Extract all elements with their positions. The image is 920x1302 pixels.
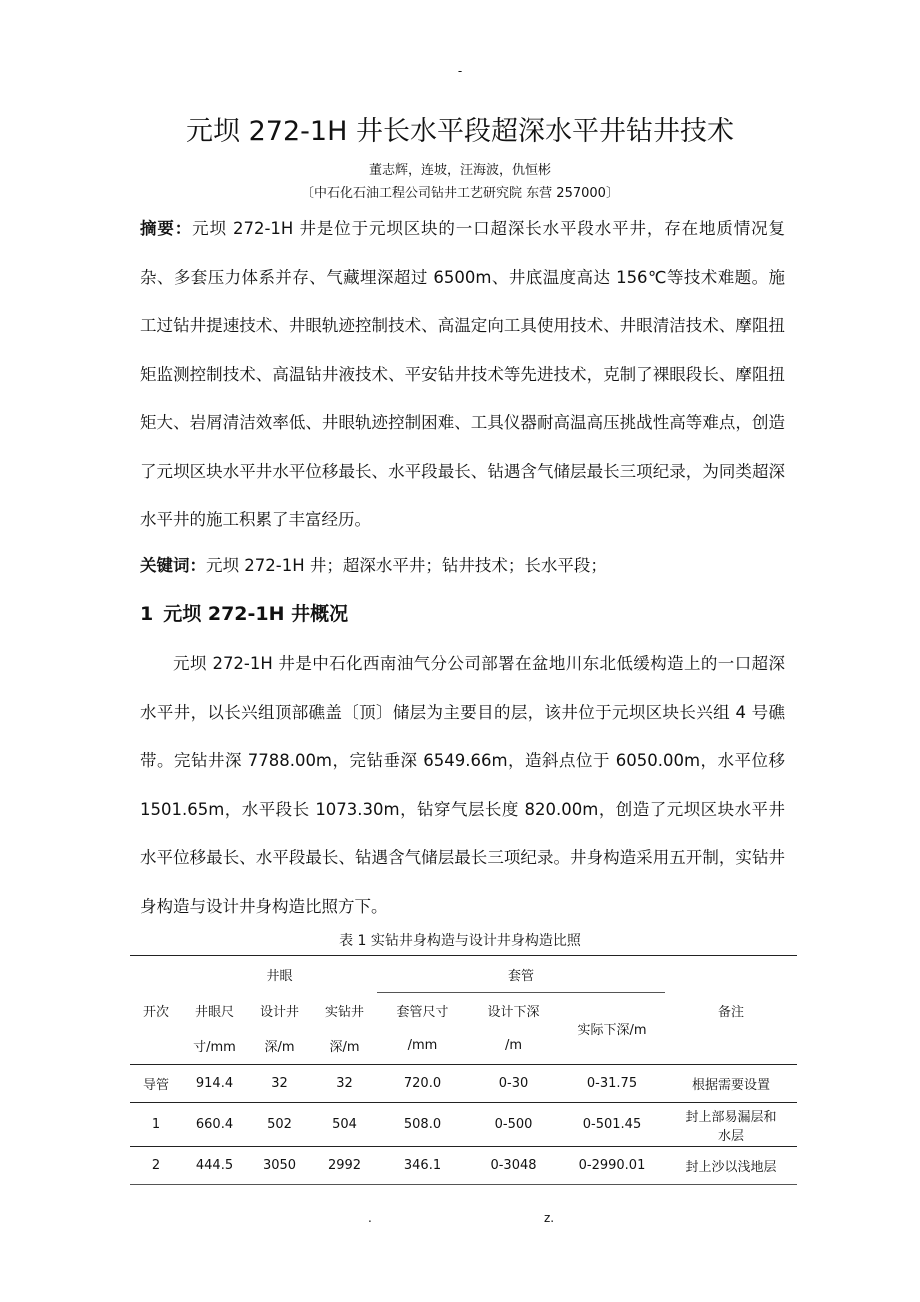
cell-actual-depth: 2992 — [312, 1147, 377, 1185]
cell-actual-setting: 0-31.75 — [559, 1065, 665, 1103]
keywords — [140, 542, 785, 590]
header-actual-depth: 实钻井 — [324, 1004, 364, 1020]
paper-title: 元坝 272-1H 井长水平段超深水平井钻井技术 — [186, 116, 734, 147]
cell-remark — [665, 1103, 797, 1147]
table-row — [130, 1103, 797, 1147]
keywords-label: 关键词： — [140, 556, 206, 575]
section-title: 元坝 272-1H 井概况 — [163, 603, 349, 625]
section-number: 1 — [140, 603, 154, 625]
cell-design-setting: 0-500 — [468, 1103, 559, 1147]
header-group-hole: 井眼 — [182, 956, 377, 993]
section-heading — [140, 597, 348, 631]
cell-casing-size: 346.1 — [377, 1147, 468, 1185]
cell-actual-setting: 0-2990.01 — [559, 1147, 665, 1185]
cell-actual-depth: 504 — [312, 1103, 377, 1147]
authors: 董志辉，连坡，汪海波，仇恒彬 — [368, 163, 551, 178]
cell-design-depth: 502 — [247, 1103, 312, 1147]
abstract-label: 摘要： — [140, 219, 193, 238]
cell-design-setting: 0-3048 — [468, 1147, 559, 1185]
table-row — [130, 1065, 797, 1103]
cell-hole-size: 444.5 — [182, 1147, 247, 1185]
header-design-setting-unit: /m — [504, 1038, 523, 1054]
cell-casing-size: 720.0 — [377, 1065, 468, 1103]
cell-remark: 根据需要设置 — [665, 1065, 797, 1103]
header-hole-size-unit: 寸/mm — [193, 1040, 236, 1056]
cell-spud: 导管 — [130, 1065, 182, 1103]
cell-hole-size: 660.4 — [182, 1103, 247, 1147]
keywords-text: 元坝 272-1H 井；超深水平井；钻井技术；长水平段； — [206, 556, 607, 575]
affiliation: 〔中石化石油工程公司钻井工艺研究院 东营 257000〕 — [301, 186, 619, 201]
header-actual-setting: 实际下深/m — [577, 1023, 647, 1038]
table-row — [130, 1147, 797, 1185]
header-casing-size: 套管尺寸 — [396, 1004, 449, 1020]
footer-mark-left: . — [368, 1211, 372, 1225]
cell-remark: 封上沙以浅地层 — [665, 1147, 797, 1185]
header-spud: 开次 — [130, 956, 182, 1065]
cell-design-depth: 3050 — [247, 1147, 312, 1185]
casing-table — [130, 955, 797, 1185]
header-remark: 备注 — [665, 956, 797, 1065]
cell-casing-size: 508.0 — [377, 1103, 468, 1147]
header-design-depth: 设计井 — [259, 1004, 299, 1020]
section-paragraph: 元坝 272-1H 井是中石化西南油气分公司部署在盆地川东北低缓构造上的一口超深水平井，以长兴组顶部礁盖〔顶〕储层为主要目的层，该井位于元坝区块长兴组 4 号礁带。完钻井深 7788.00m，完钻垂深 6549.66m，造斜点位于 6050.00m，水平位移 1501.65m，水平段长 1073.30m，钻穿气层长度 820.00m，创造了元坝区块水平井水平位移最长、水平段最长、钻遇含气储层最长三项纪录。井身构造采用五开制，实钻井身构造与设计井身构造比照方下。 — [140, 654, 785, 916]
footer-mark-right: z. — [544, 1211, 555, 1225]
header-group-casing: 套管 — [377, 956, 665, 993]
header-casing-size-unit: /mm — [407, 1038, 438, 1054]
cell-actual-setting: 0-501.45 — [559, 1103, 665, 1147]
abstract — [140, 205, 785, 545]
cell-design-depth: 32 — [247, 1065, 312, 1103]
cell-spud: 2 — [130, 1147, 182, 1185]
cell-remark-line-2: 水层 — [717, 1128, 744, 1144]
header-mark: - — [457, 64, 463, 78]
cell-actual-depth: 32 — [312, 1065, 377, 1103]
table-caption: 表 1 实钻井身构造与设计井身构造比照 — [339, 933, 581, 949]
header-actual-depth-unit: 深/m — [329, 1040, 360, 1056]
header-hole-size: 井眼尺 — [194, 1004, 234, 1020]
abstract-text: 元坝 272-1H 井是位于元坝区块的一口超深长水平段水平井，存在地质情况复杂、多套压力体系并存、气藏埋深超过 6500m、井底温度高达 156℃等技术难题。施工过钻井提速技术、井眼轨迹控制技术、高温定向工具使用技术、井眼清洁技术、摩阻扭矩监测控制技术、高温钻井液技术、平安钻井技术等先进技术，克制了裸眼段长、摩阻扭矩大、岩屑清洁效率低、井眼轨迹控制困难、工具仪器耐高温高压挑战性高等难点，创造了元坝区块水平井水平位移最长、水平段最长、钻遇含气储层最长三项纪录，为同类超深水平井的施工积累了丰富经历。 — [140, 219, 786, 529]
cell-design-setting: 0-30 — [468, 1065, 559, 1103]
cell-remark-line-1: 封上部易漏层和 — [685, 1109, 777, 1125]
cell-spud: 1 — [130, 1103, 182, 1147]
header-design-setting: 设计下深 — [487, 1004, 540, 1020]
header-design-depth-unit: 深/m — [264, 1040, 295, 1056]
cell-hole-size: 914.4 — [182, 1065, 247, 1103]
